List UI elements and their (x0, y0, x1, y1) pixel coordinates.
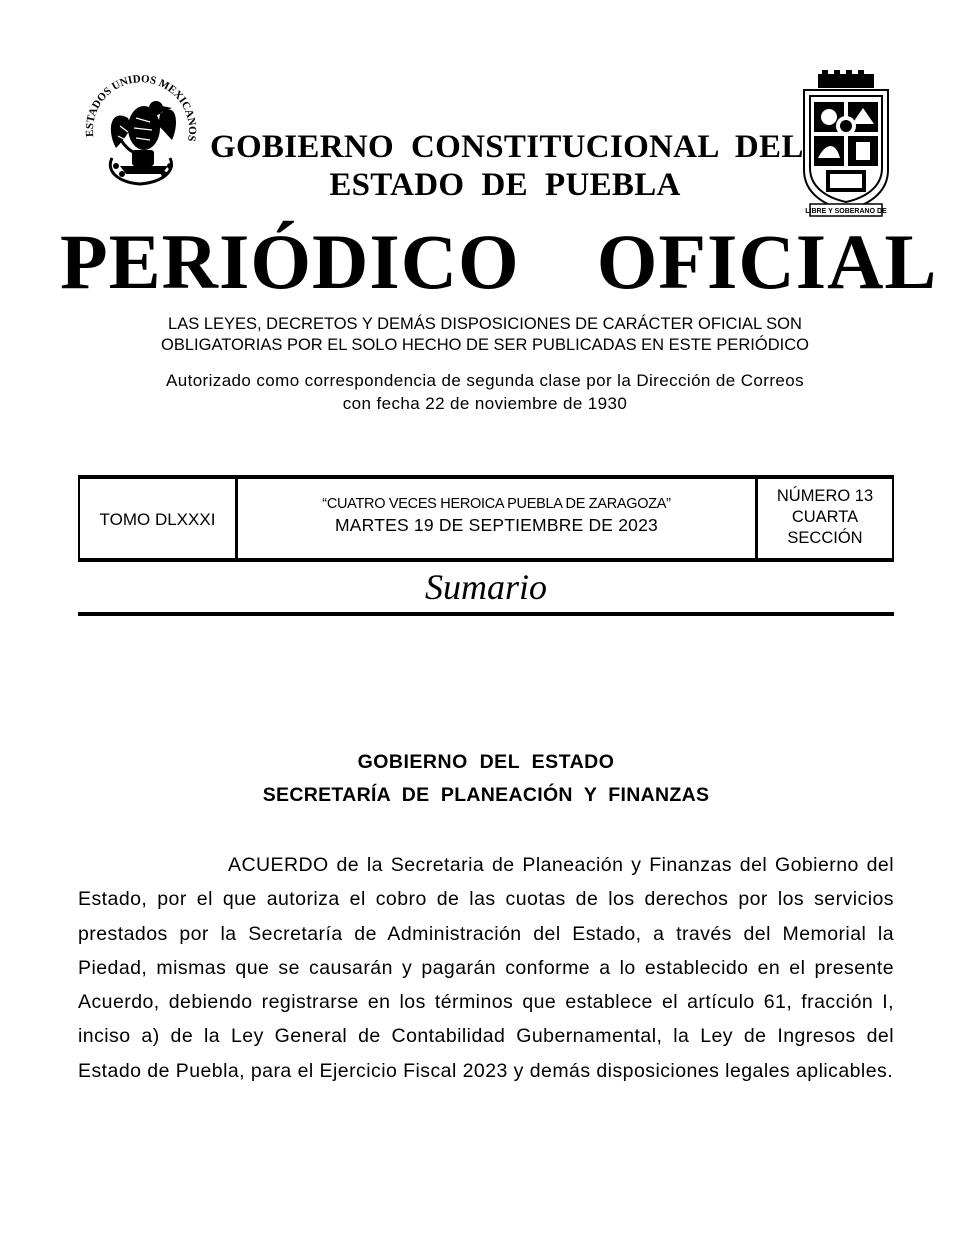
postal-authorization (80, 369, 890, 415)
government-title-line2: ESTADO DE PUEBLA (329, 167, 681, 203)
issue-number-cell (758, 486, 892, 549)
puebla-coat-of-arms-seal (796, 70, 896, 218)
seal-motto-text: LIBRE Y SOBERANO DE (805, 208, 887, 215)
issue-date: MARTES 19 DE SEPTIEMBRE DE 2023 (335, 515, 658, 535)
postal-authorization-line1: Autorizado como correspondencia de segunda clase por la Dirección de Correos (165, 371, 805, 390)
sumario-heading: Sumario (424, 567, 547, 607)
issue-date-cell (238, 495, 755, 536)
sumario-bottom-rule (78, 612, 894, 616)
periodico-oficial-title: PERIÓDICO OFICIAL (60, 218, 938, 305)
legal-notice-line1: LAS LEYES, DECRETOS Y DEMÁS DISPOSICIONES DE CARÁCTER OFICIAL SON (168, 315, 802, 333)
info-box-bottom-rule (78, 558, 894, 562)
government-title-line1: GOBIERNO CONSTITUCIONAL DEL (210, 129, 804, 165)
issue-number: NÚMERO 13 (776, 487, 874, 505)
government-title (210, 128, 804, 204)
mexican-coat-of-arms-seal (76, 70, 206, 200)
info-box-right-border (892, 475, 894, 560)
postal-authorization-line2: con fecha 22 de noviembre de 1930 (342, 394, 628, 413)
acuerdo-paragraph (78, 848, 894, 1088)
legal-notice (80, 314, 890, 356)
seal-ring-text: ESTADOS UNIDOS MEXICANOS (83, 73, 199, 143)
mexican-coat-of-arms-icon (76, 70, 206, 200)
info-box-top-rule (78, 475, 894, 479)
section-line1: CUARTA (791, 508, 859, 526)
section-heading-secretaria: SECRETARÍA DE PLANEACIÓN Y FINANZAS (262, 784, 710, 806)
tomo-label: TOMO DLXXXI (99, 510, 216, 529)
puebla-coat-of-arms-icon (796, 70, 896, 218)
acuerdo-text: ACUERDO de la Secretaria de Planeación y Finanzas del Gobierno del Estado, por el que autoriza el cobro de las cuotas de los derechos por los servicios prestados por la Secretaría de Administración del Estado, a través del Memorial la Piedad, mismas que se causarán y pagarán conforme a lo establecido en el presente Acuerdo, debiendo registrarse en los términos que establece el artículo 61, fracción I, inciso a) de la Ley General de Contabilidad Gubernamental, la Ley de Ingresos del Estado de Puebla, para el Ejercicio Fiscal 2023 y demás disposiciones legales aplicables. (78, 854, 894, 1082)
legal-notice-line2: OBLIGATORIAS POR EL SOLO HECHO DE SER PUBLICADAS EN ESTE PERIÓDICO (161, 336, 809, 354)
city-motto: “CUATRO VECES HEROICA PUEBLA DE ZARAGOZA” (322, 496, 671, 512)
section-heading-gobierno: GOBIERNO DEL ESTADO (357, 751, 615, 773)
section-line2: SECCIÓN (787, 529, 863, 547)
